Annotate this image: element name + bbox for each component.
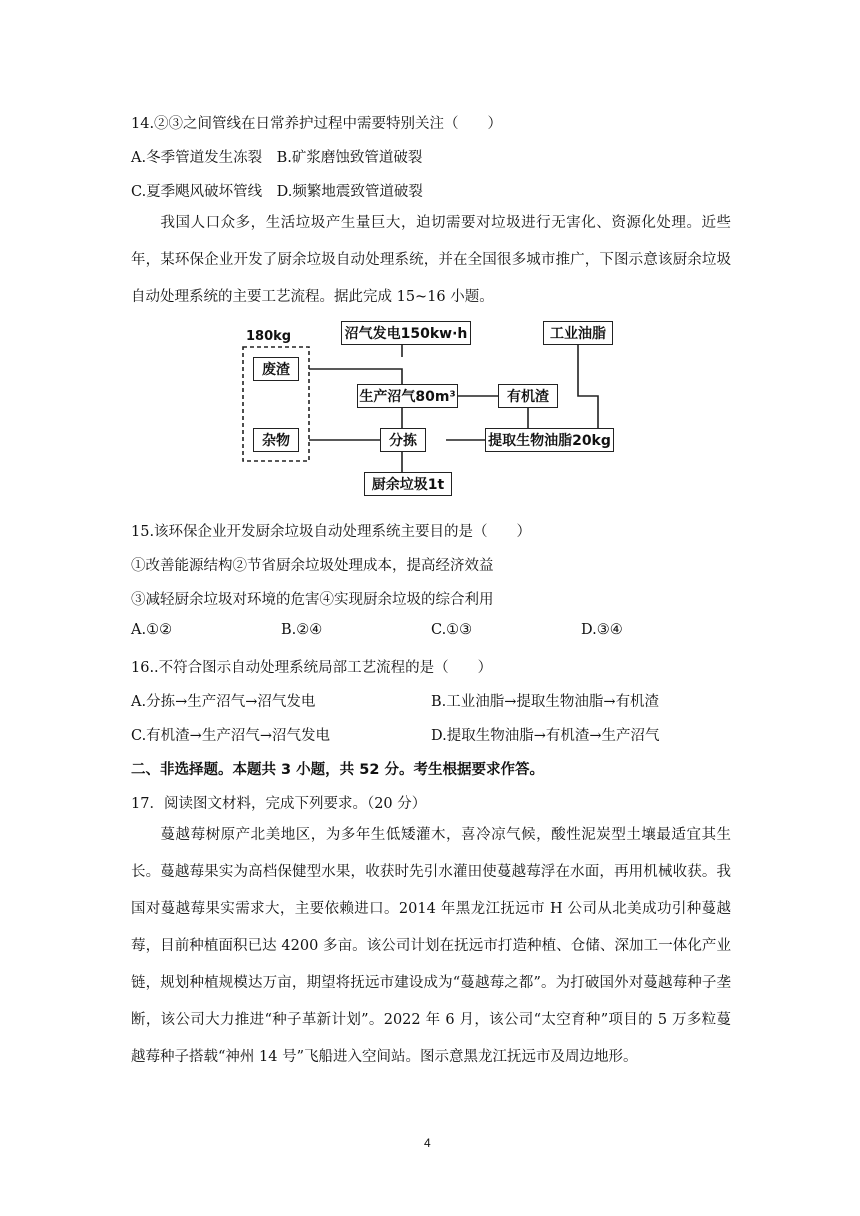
q15-option-d: D.③④: [581, 622, 623, 638]
q14-options-row1: A.冬季管道发生冻裂 B.矿浆磨蚀致管道破裂: [131, 150, 423, 166]
box-extract-oil: 提取生物油脂20kg: [485, 428, 614, 452]
q16-option-d: D.提取生物油脂→有机渣→生产沼气: [431, 728, 660, 744]
q17-stem: 17．阅读图文材料，完成下列要求。（20 分）: [131, 796, 427, 812]
box-waste-residue: 废渣: [253, 357, 299, 381]
q15-items-line2: ③减轻厨余垃圾对环境的危害④实现厨余垃圾的综合利用: [131, 592, 494, 608]
q14-options-row2: C.夏季飓风破坏管线 D.频繁地震致管道破裂: [131, 184, 423, 200]
q16-option-a: A.分拣→生产沼气→沼气发电: [131, 694, 316, 710]
box-sundries: 杂物: [253, 428, 299, 452]
q16-stem: 16..不符合图示自动处理系统局部工艺流程的是（ ）: [131, 660, 493, 676]
q14-stem: 14.②③之间管线在日常养护过程中需要特别关注（ ）: [131, 116, 503, 132]
group-weight-label: 180kg: [246, 329, 292, 344]
passage-cranberry: [131, 817, 731, 1076]
box-sorting: 分拣: [380, 428, 426, 452]
q16-option-c: C.有机渣→生产沼气→沼气发电: [131, 728, 330, 744]
connector-industrial-to-oil: [578, 345, 598, 428]
page-number: 4: [424, 1136, 431, 1150]
q15-option-c: C.①③: [431, 622, 473, 638]
box-industrial-oil: 工业油脂: [543, 321, 613, 345]
q15-option-a: A.①②: [131, 622, 173, 638]
q15-option-b: B.②④: [281, 622, 323, 638]
box-biogas-production: 生产沼气80m³: [357, 384, 458, 408]
box-organic-residue: 有机渣: [498, 384, 558, 408]
q15-stem: 15.该环保企业开发厨余垃圾自动处理系统主要目的是（ ）: [131, 524, 532, 540]
passage-kitchen-waste: [131, 205, 731, 316]
section-2-heading: 二、非选择题。本题共 3 小题，共 52 分。考生根据要求作答。: [131, 762, 544, 778]
dashed-group-box: [243, 347, 309, 461]
box-biogas-power: 沼气发电150kw·h: [341, 321, 471, 345]
q15-items-line1: ①改善能源结构②节省厨余垃圾处理成本，提高经济效益: [131, 558, 494, 574]
passage-kitchen-waste-text: 我国人口众多，生活垃圾产生量巨大，迫切需要对垃圾进行无害化、资源化处理。近些年，某环保企业开发了厨余垃圾自动处理系统，并在全国很多城市推广，下图示意该厨余垃圾自动处理系统的主要工艺流程。据此完成 15~16 小题。: [131, 215, 731, 305]
passage-cranberry-text: 蔓越莓树原产北美地区，为多年生低矮灌木，喜冷凉气候，酸性泥炭型土壤最适宜其生长。蔓越莓果实为高档保健型水果，收获时先引水灌田使蔓越莓浮在水面，再用机械收获。我国对蔓越莓果实需求大，主要依赖进口。2014 年黑龙江抚远市 H 公司从北美成功引种蔓越莓，目前种植面积已达 4200 多亩。该公司计划在抚远市打造种植、仓储、深加工一体化产业链，规划种植规模达万亩，期望将抚远市建设成为“蔓越莓之都”。为打破国外对蔓越莓种子垄断，该公司大力推进“种子革新计划”。2022 年 6 月，该公司“太空育种”项目的 5 万多粒蔓越莓种子搭载“神州 14 号”飞船进入空间站。图示意黑龙江抚远市及周边地形。: [131, 827, 731, 1065]
box-kitchen-waste: 厨余垃圾1t: [364, 472, 452, 496]
connector-waste-to-biogas: [309, 369, 402, 384]
q16-option-b: B.工业油脂→提取生物油脂→有机渣: [431, 694, 660, 710]
